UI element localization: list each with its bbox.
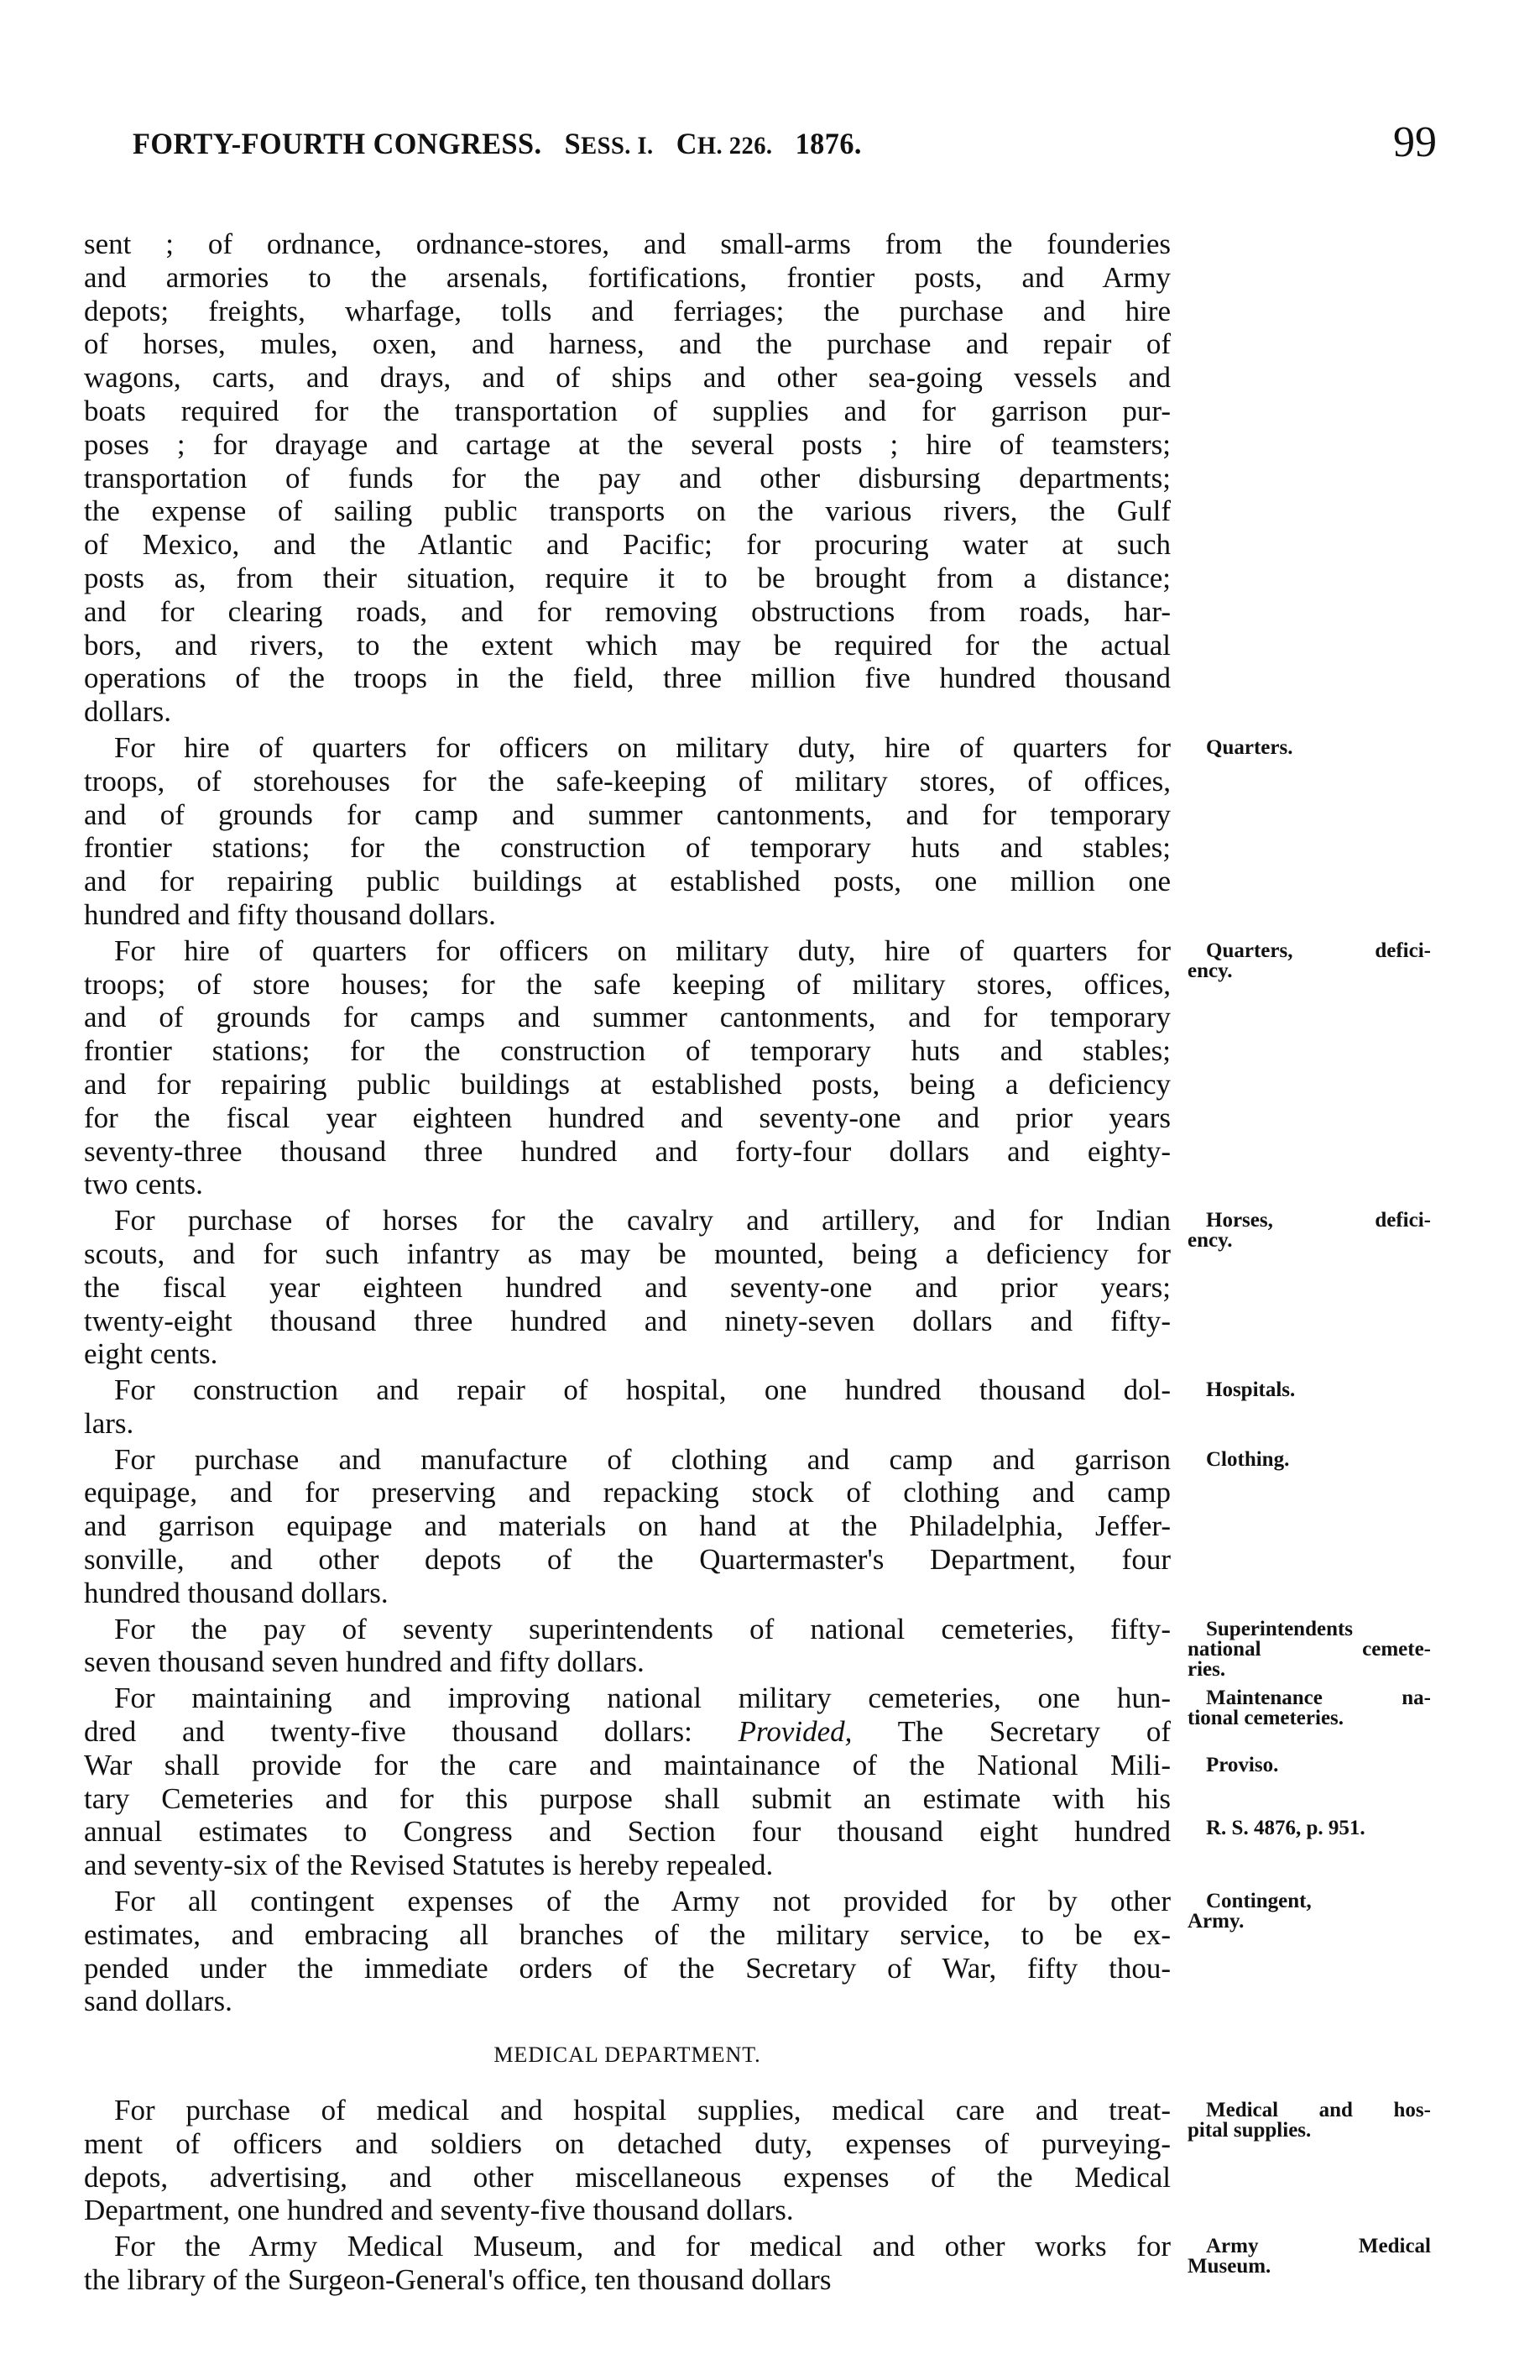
margin-note: [1188, 735, 1431, 759]
margin-note-line: Army Medical: [1206, 2235, 1431, 2258]
text-line: scouts, and for such infantry as may be mounted, being a deficiency for: [84, 1237, 1171, 1270]
margin-note-line: Clothing.: [1206, 1447, 1290, 1471]
margin-note-line: Horses, defici-: [1206, 1209, 1431, 1232]
text-line: hundred thousand dollars.: [84, 1576, 389, 1609]
margin-note: [1188, 1891, 1431, 1932]
text-line: For purchase of medical and hospital supplies, medical care and treat-: [114, 2094, 1171, 2127]
text-line: for the fiscal year eighteen hundred and seventy-one and prior years: [84, 1101, 1171, 1134]
text-line: For hire of quarters for officers on military duty, hire of quarters for: [114, 934, 1171, 967]
text-line: frontier stations; for the construction of temporary huts and stables;: [84, 831, 1171, 865]
margin-note-line: Superintendents: [1206, 1617, 1354, 1640]
margin-note: [1188, 2100, 1431, 2141]
paragraph: [84, 228, 1171, 729]
margin-note-line: Army.: [1188, 1910, 1245, 1933]
margin-note-line: national cemete-: [1188, 1637, 1431, 1661]
text-line: and for clearing roads, and for removing obstructions from roads, har-: [84, 594, 1171, 628]
text-line: Department, one hundred and seventy-five thousand dollars.: [84, 2194, 794, 2227]
text-line: For the pay of seventy superintendents of national cemeteries, fifty-: [114, 1612, 1171, 1645]
text-line: and for repairing public buildings at established posts, one million one: [84, 865, 1171, 898]
text-line: eight cents.: [84, 1337, 218, 1371]
year: 1876.: [795, 127, 862, 160]
text-line: annual estimates to Congress and Section four thousand eight hundred: [84, 1815, 1171, 1849]
margin-note: [1188, 1380, 1431, 1400]
paragraph: [84, 2230, 1431, 2297]
running-head: [133, 126, 862, 161]
margin-note-line: tional cemeteries.: [1188, 1707, 1344, 1730]
text-line: depots, advertising, and other miscellaneous expenses of the Medical: [84, 2160, 1171, 2194]
text-line: two cents.: [84, 1168, 203, 1201]
paragraph: [84, 934, 1431, 1201]
text-line: estimates, and embracing all branches of the military service, to be ex-: [84, 1917, 1171, 1951]
text-line: seven thousand seven hundred and fifty dollars.: [84, 1645, 645, 1679]
page-number: 99: [1393, 118, 1437, 166]
margin-note-line: ries.: [1188, 1657, 1226, 1681]
margin-note: [1188, 1211, 1431, 1251]
paragraph: [84, 730, 1293, 932]
text-line: dollars.: [84, 695, 172, 729]
text-line: tary Cemeteries and for this purpose shall submit an estimate with his: [84, 1781, 1171, 1815]
text-line: frontier stations; for the construction of temporary huts and stables;: [84, 1034, 1171, 1068]
margin-note-line: Quarters.: [1206, 735, 1293, 759]
text-line: bors, and rivers, to the extent which may be required for the actual: [84, 628, 1171, 662]
paragraph: [84, 1442, 1290, 1610]
text-line: seventy-three thousand three hundred and forty-four dollars and eighty-: [84, 1134, 1171, 1168]
margin-note: [1188, 1619, 1431, 1680]
paragraph: [84, 1204, 1431, 1371]
margin-note-line: ency.: [1188, 1229, 1233, 1253]
margin-note: [1188, 1755, 1431, 1776]
text-line: wagons, carts, and drays, and of ships and other sea-going vessels and: [84, 361, 1171, 395]
margin-note-line: R. S. 4876, p. 951.: [1206, 1817, 1365, 1840]
text-line: For the Army Medical Museum, and for medical and other works for: [114, 2230, 1171, 2263]
text-line: twenty-eight thousand three hundred and ninety-seven dollars and fifty-: [84, 1304, 1171, 1337]
text-line: and garrison equipage and materials on hand at the Philadelphia, Jeffer-: [84, 1509, 1171, 1543]
text-line: sonville, and other depots of the Quartermaster's Department, four: [84, 1543, 1171, 1577]
section-heading: MEDICAL DEPARTMENT.: [493, 2043, 761, 2068]
text-line: and of grounds for camp and summer cantonments, and for temporary: [84, 798, 1171, 831]
text-line: For purchase of horses for the cavalry and artillery, and for Indian: [114, 1204, 1171, 1237]
margin-note: [1188, 1688, 1431, 1729]
paragraph: [84, 1373, 1296, 1441]
running-head-title: FORTY-FOURTH CONGRESS.: [133, 127, 542, 160]
text-line: lars.: [84, 1406, 134, 1440]
margin-note: [1188, 2236, 1431, 2277]
margin-note-line: Hospitals.: [1206, 1378, 1296, 1402]
text-line: poses ; for drayage and cartage at the several posts ; hire of teamsters;: [84, 427, 1171, 461]
text-line: For all contingent expenses of the Army not provided for by other: [114, 1885, 1171, 1918]
text-line: operations of the troops in the field, three million five hundred thousand: [84, 662, 1171, 695]
margin-note: [1188, 1818, 1431, 1839]
text-column: [84, 225, 1431, 2297]
text-line: For purchase and manufacture of clothing and camp and garrison: [114, 1442, 1171, 1476]
text-line: depots; freights, wharfage, tolls and ferriages; the purchase and hire: [84, 294, 1171, 327]
text-line: boats required for the transportation of supplies and for garrison pur-: [84, 394, 1171, 427]
text-line: For construction and repair of hospital, one hundred thousand dol-: [114, 1373, 1171, 1407]
paragraph: [84, 1682, 1431, 1882]
text-line: and armories to the arsenals, fortifications, frontier posts, and Army: [84, 260, 1171, 294]
text-line: War shall provide for the care and maintainance of the National Mili-: [84, 1748, 1171, 1781]
paragraph: [84, 2094, 1431, 2227]
margin-note-line: pital supplies.: [1188, 2119, 1312, 2142]
text-line: For maintaining and improving national military cemeteries, one hun-: [114, 1682, 1171, 1715]
margin-note-line: Medical and hos-: [1206, 2099, 1431, 2122]
text-line: the expense of sailing public transports on the various rivers, the Gulf: [84, 494, 1171, 528]
text-line: transportation of funds for the pay and other disbursing departments;: [84, 461, 1171, 494]
margin-note-line: Proviso.: [1206, 1753, 1279, 1776]
text-line: posts as, from their situation, require it to be brought from a distance;: [84, 561, 1171, 594]
text-line: sand dollars.: [84, 1985, 232, 2018]
margin-note-line: Quarters, defici-: [1206, 939, 1431, 962]
text-line: the library of the Surgeon-General's office, ten thousand dollars: [84, 2263, 832, 2297]
text-line: troops, of storehouses for the safe-keeping of military stores, of offices,: [84, 764, 1171, 798]
margin-note: [1188, 941, 1431, 981]
paragraph: [84, 1612, 1431, 1681]
margin-note-line: Maintenance na-: [1206, 1687, 1431, 1710]
text-line: and for repairing public buildings at established posts, being a deficiency: [84, 1067, 1171, 1101]
text-line: and of grounds for camps and summer cantonments, and for temporary: [84, 1001, 1171, 1034]
text-line: and seventy-six of the Revised Statutes is hereby repealed.: [84, 1849, 774, 1882]
text-line: hundred and fifty thousand dollars.: [84, 897, 496, 931]
text-line: For hire of quarters for officers on military duty, hire of quarters for: [114, 730, 1171, 764]
session: SESS. I.: [564, 127, 654, 160]
text-line: of Mexico, and the Atlantic and Pacific; for procuring water at such: [84, 528, 1171, 562]
text-line: of horses, mules, oxen, and harness, and the purchase and repair of: [84, 327, 1171, 361]
margin-note: [1188, 1447, 1431, 1471]
paragraph: [84, 1885, 1312, 2018]
text-line: troops; of store houses; for the safe keeping of military stores, offices,: [84, 967, 1171, 1001]
italic-term: Provided,: [738, 1715, 853, 1749]
text-line: dred and twenty-five thousand dollars: Provided, The Secretary of: [84, 1715, 1171, 1749]
text-line: the fiscal year eighteen hundred and seventy-one and prior years;: [84, 1270, 1171, 1304]
margin-note-line: Museum.: [1188, 2255, 1271, 2278]
text-line: ment of officers and soldiers on detached duty, expenses of purveying-: [84, 2126, 1171, 2160]
chapter: CH. 226.: [676, 127, 773, 160]
margin-note-line: Contingent,: [1206, 1890, 1312, 1913]
margin-note-line: ency.: [1188, 959, 1233, 982]
text-line: equipage, and for preserving and repacking stock of clothing and camp: [84, 1476, 1171, 1509]
text-line: sent ; of ordnance, ordnance-stores, and small-arms from the founderies: [84, 228, 1171, 260]
text-line: pended under the immediate orders of the Secretary of War, fifty thou-: [84, 1951, 1171, 1985]
